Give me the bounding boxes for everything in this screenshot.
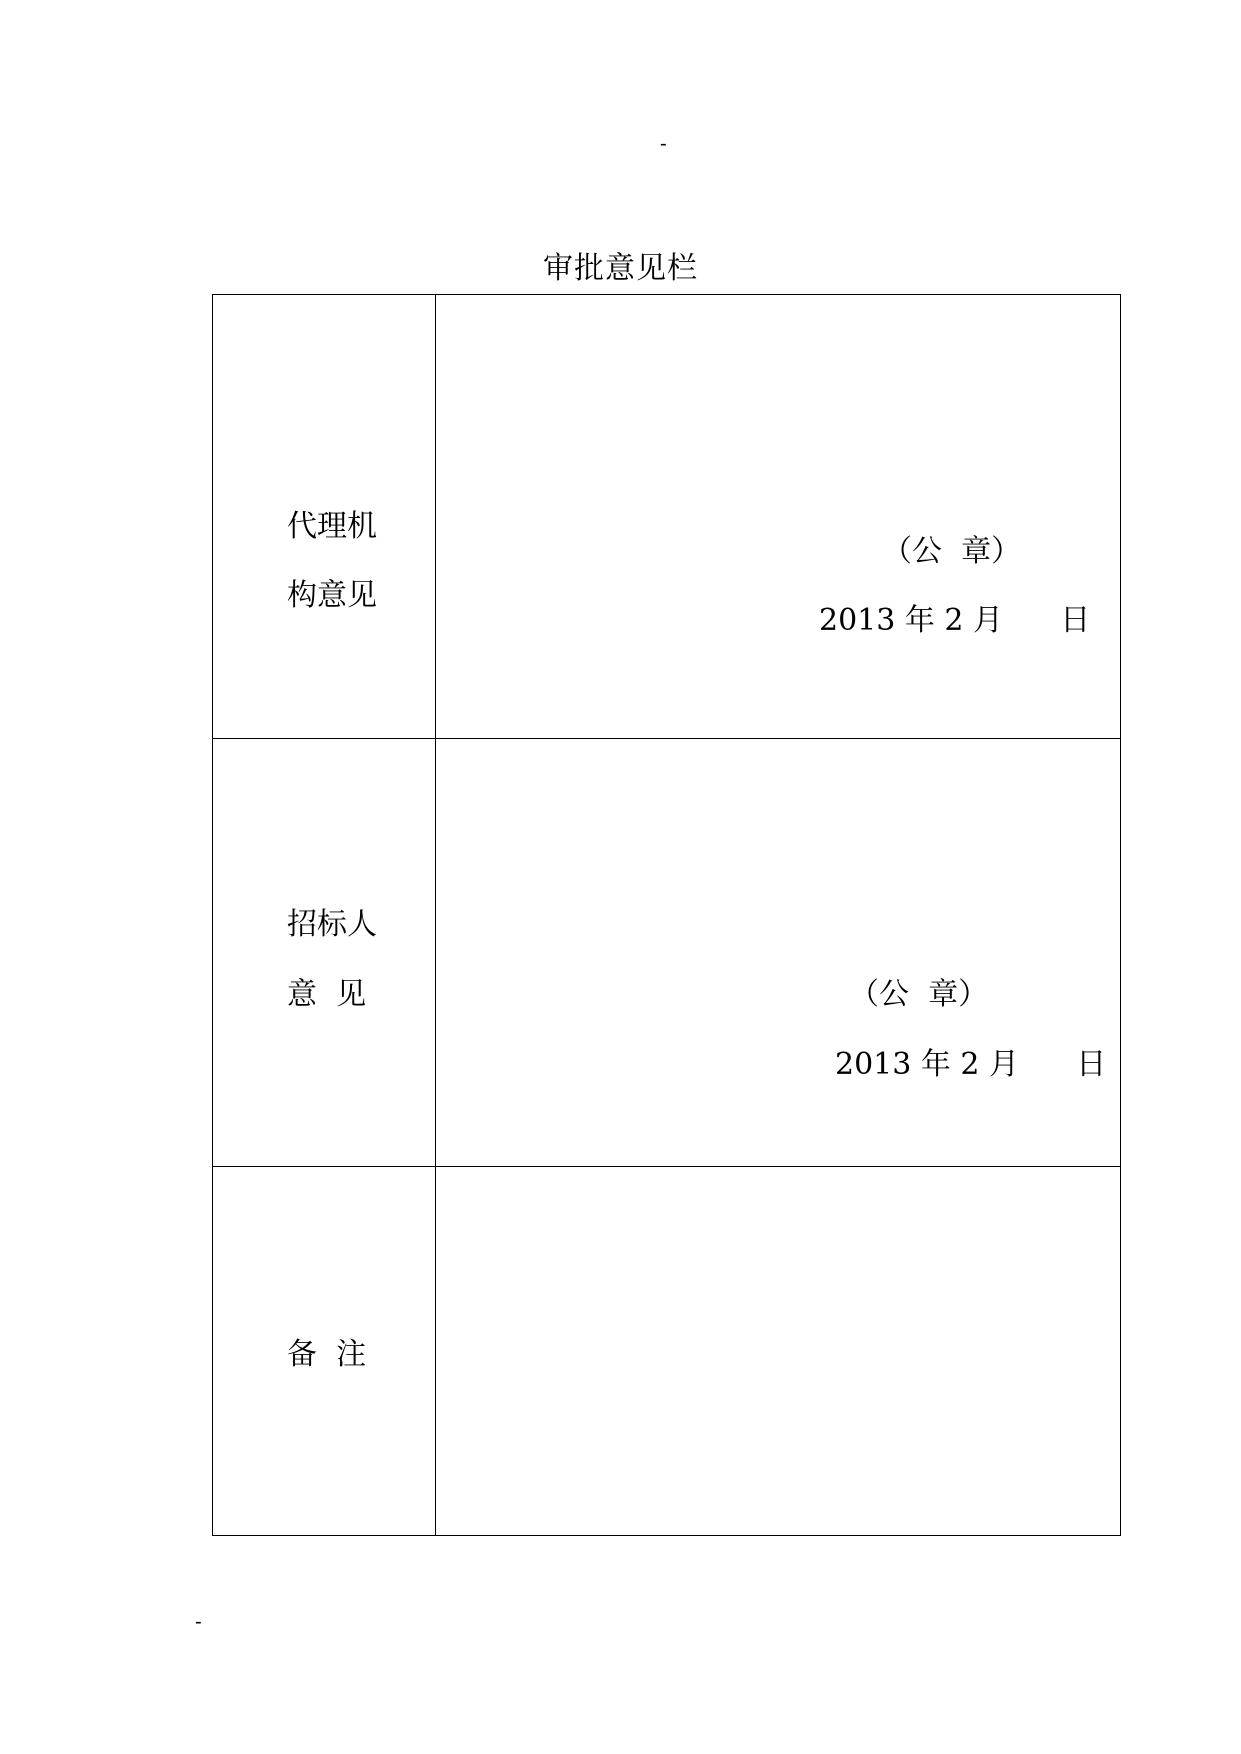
bidder-label-line2: 意 见 bbox=[287, 977, 367, 1012]
page-title: 审批意见栏 bbox=[543, 251, 698, 286]
agency-seal-text: （公 章） bbox=[882, 534, 1022, 569]
remarks-row bbox=[213, 1166, 1120, 1535]
agency-label-line1: 代理机 bbox=[287, 509, 377, 544]
bidder-opinion-field[interactable] bbox=[436, 739, 1120, 1166]
agency-date-text: 2013 年 2 月 日 bbox=[819, 603, 1091, 638]
bidder-date-text: 2013 年 2 月 日 bbox=[835, 1047, 1107, 1082]
bidder-label-cell bbox=[213, 739, 436, 1166]
approval-table bbox=[212, 294, 1121, 1536]
agency-label-cell bbox=[213, 295, 436, 738]
page-footer-mark: - bbox=[195, 1611, 202, 1633]
remarks-field[interactable] bbox=[436, 1167, 1120, 1535]
remarks-label-cell bbox=[213, 1167, 436, 1535]
bidder-label-line1: 招标人 bbox=[287, 907, 377, 942]
agency-label-line2: 构意见 bbox=[287, 578, 377, 613]
bidder-seal-text: （公 章） bbox=[849, 977, 989, 1012]
page-header-mark: - bbox=[660, 133, 667, 155]
bidder-opinion-row bbox=[213, 738, 1120, 1166]
agency-opinion-row bbox=[213, 295, 1120, 738]
agency-opinion-field[interactable] bbox=[436, 295, 1120, 738]
remarks-label: 备 注 bbox=[287, 1337, 367, 1372]
